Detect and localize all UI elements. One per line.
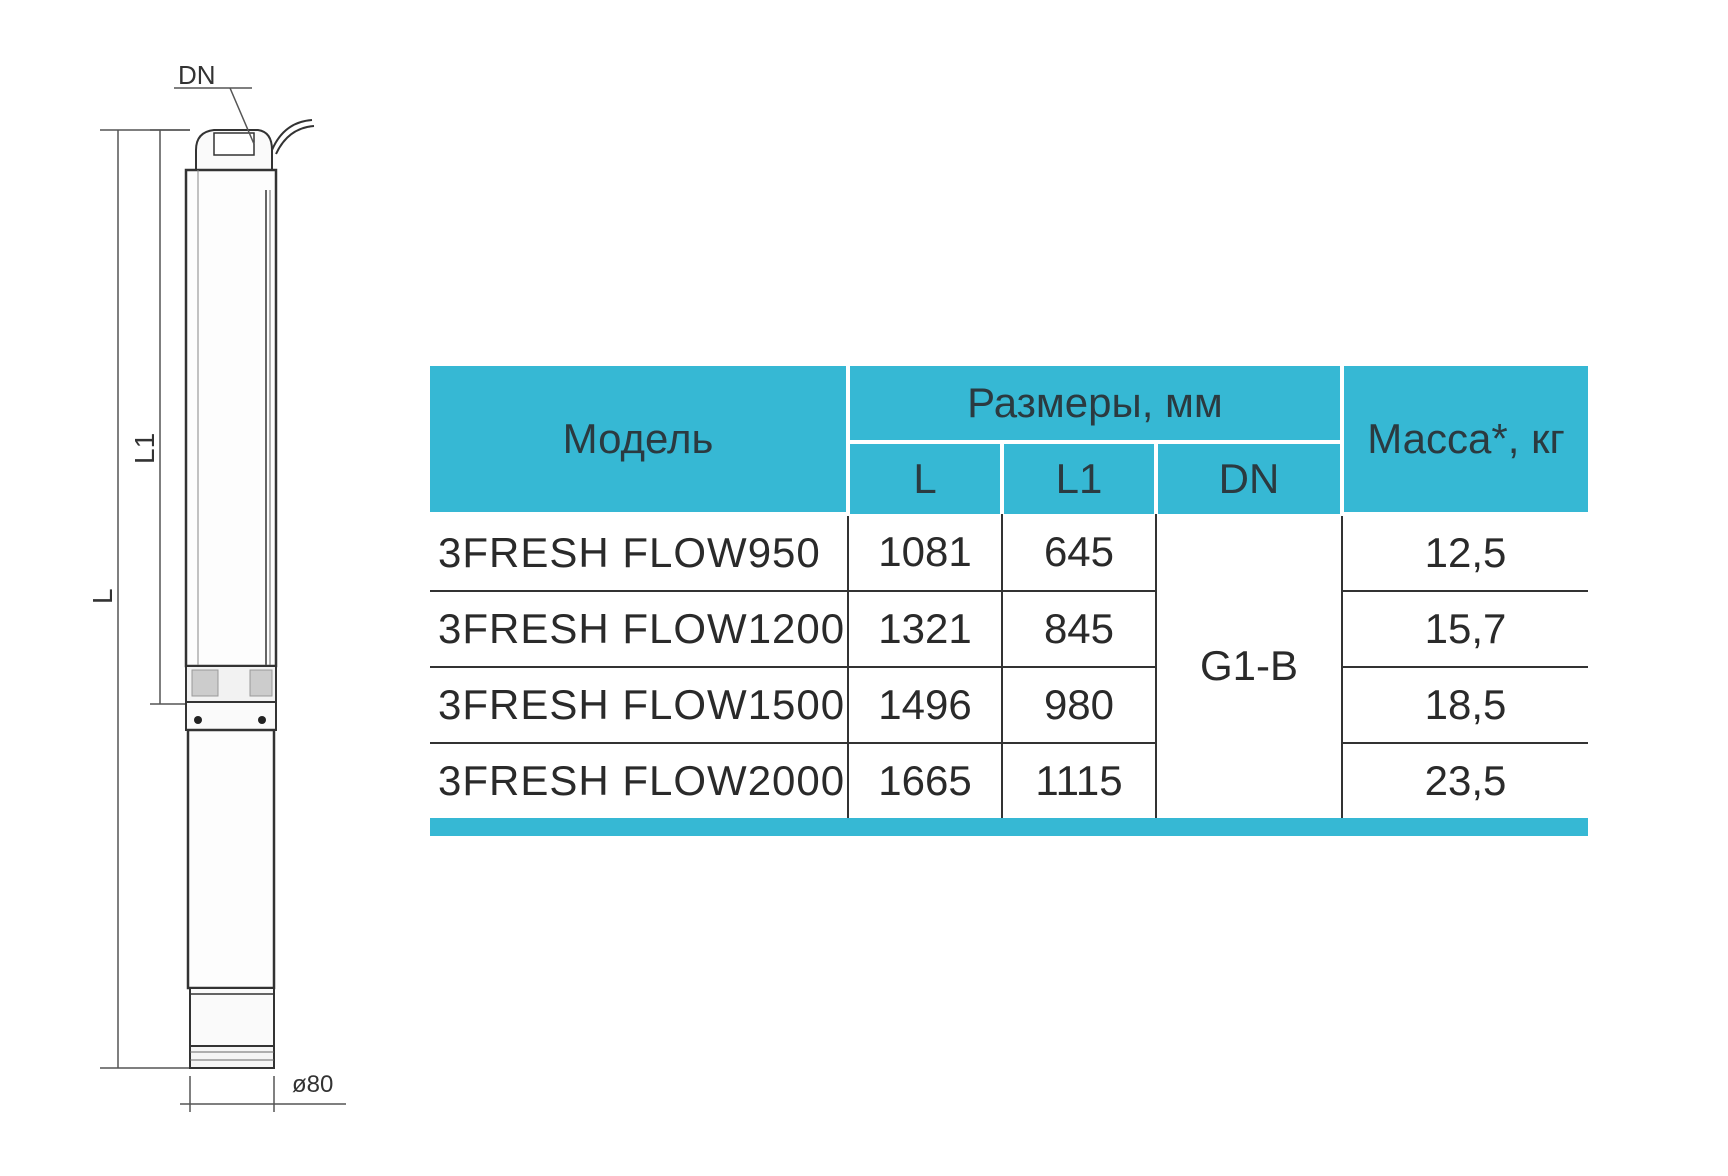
table-row: [430, 743, 1588, 818]
cell-l1: 1115: [1002, 743, 1156, 818]
table-footer-bar: [430, 818, 1588, 836]
header-l1: L1: [1002, 442, 1156, 514]
table-row: [430, 514, 1588, 591]
cell-dn: G1-B: [1156, 514, 1342, 818]
table-header-row: [430, 366, 1588, 442]
cell-model: 3FRESH FLOW1500: [430, 667, 848, 743]
pump-body: [186, 170, 276, 666]
cell-model: 3FRESH FLOW2000: [430, 743, 848, 818]
cell-model: 3FRESH FLOW1200: [430, 591, 848, 667]
pump-drawing: [0, 0, 400, 1176]
cell-l: 1665: [848, 743, 1002, 818]
cell-mass: 18,5: [1342, 667, 1588, 743]
spec-table: [430, 366, 1588, 818]
label-l1: L1: [129, 432, 160, 464]
cell-l: 1496: [848, 667, 1002, 743]
cell-model: 3FRESH FLOW950: [430, 514, 848, 591]
cell-l1: 980: [1002, 667, 1156, 743]
header-mass: Масса*, кг: [1342, 366, 1588, 514]
header-dn: DN: [1156, 442, 1342, 514]
cell-l: 1321: [848, 591, 1002, 667]
cell-mass: 15,7: [1342, 591, 1588, 667]
label-l: L: [87, 588, 118, 604]
label-diameter: ø80: [292, 1071, 334, 1098]
table-row: [430, 591, 1588, 667]
header-l: L: [848, 442, 1002, 514]
cell-mass: 12,5: [1342, 514, 1588, 591]
header-model: Модель: [430, 366, 848, 514]
pump-motor: [188, 730, 274, 988]
cell-mass: 23,5: [1342, 743, 1588, 818]
table-row: [430, 667, 1588, 743]
header-dimensions: Размеры, мм: [848, 366, 1342, 442]
cell-l1: 845: [1002, 591, 1156, 667]
cell-l1: 645: [1002, 514, 1156, 591]
cell-l: 1081: [848, 514, 1002, 591]
label-dn: DN: [178, 60, 216, 90]
